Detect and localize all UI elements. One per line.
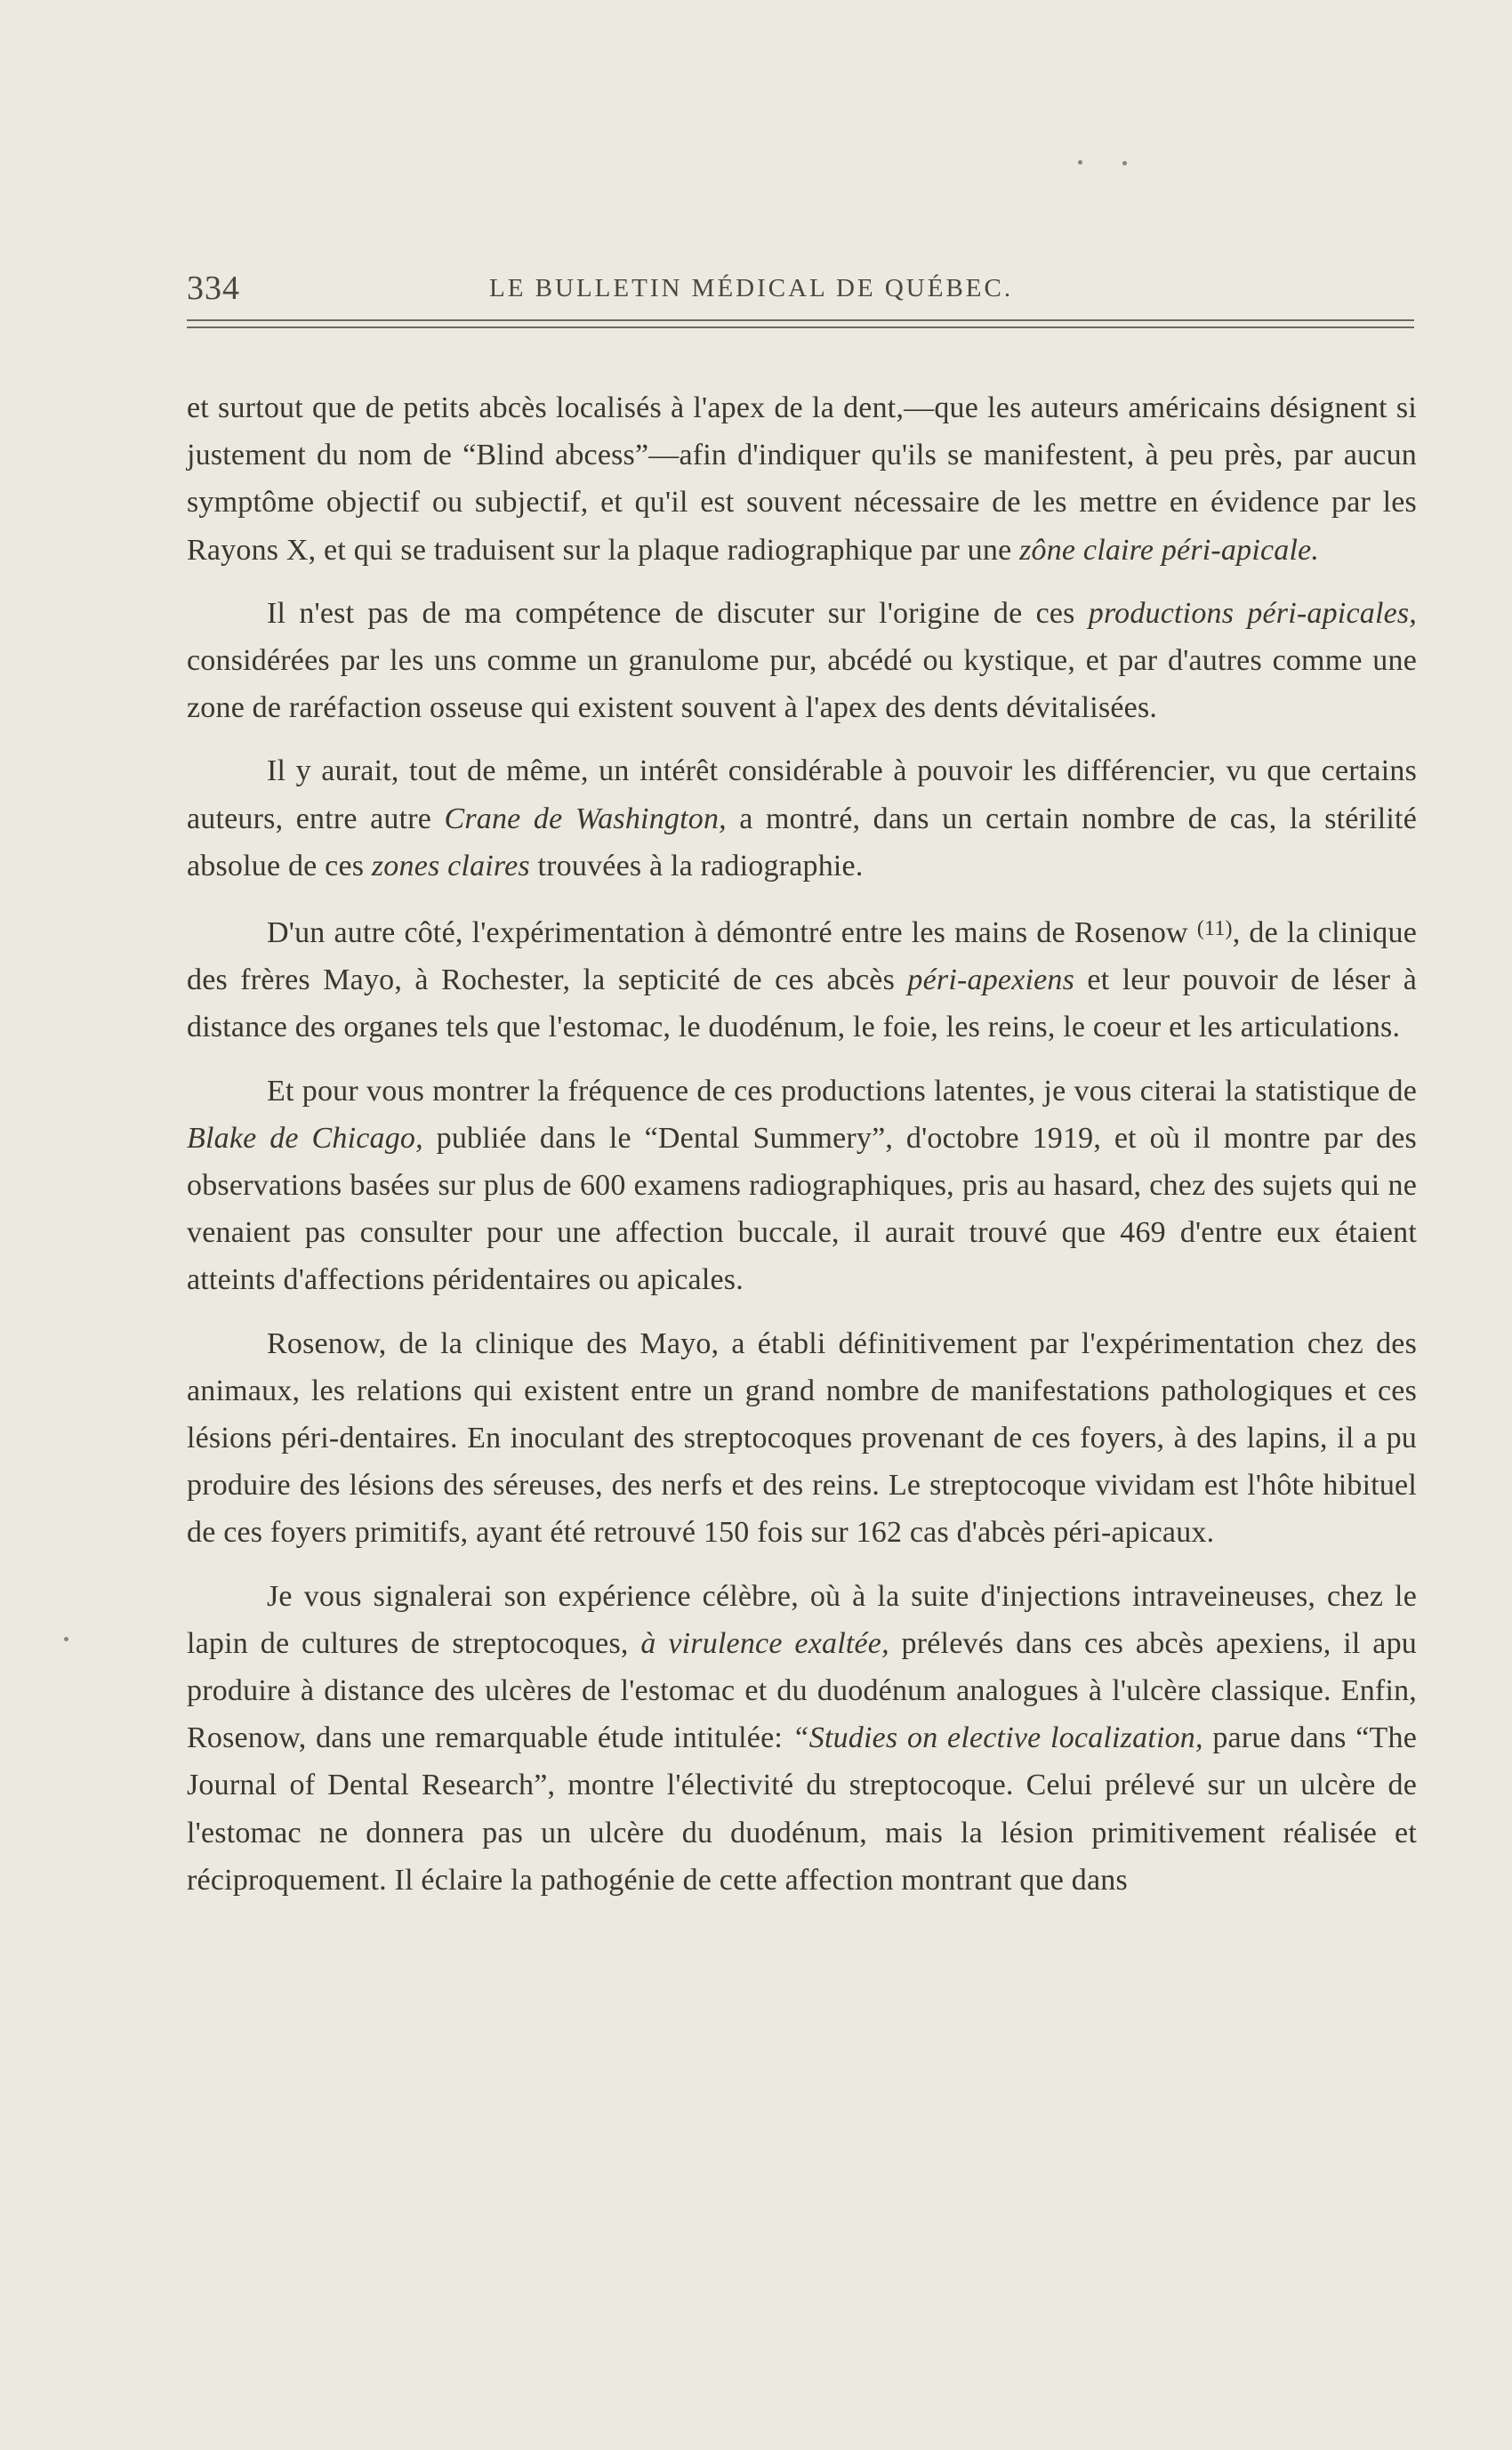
paragraph-7: Je vous signalerai son expérience célèbre, où à la suite d'injections intraveineuses, chez le lapin de cultures de streptocoques, à virulence exaltée, prélevés dans ces abcès apexiens, il apu produire à distance des ulcères de l'estomac et du duodénum analogues à l'ulcère classique. Enfin, Rosenow, dans une remarquable étude intitulée: “Studies on elective localization, parue dans “The Journal of Dental Research”, montre l'électivité du streptocoque. Celui prélevé sur un ulcère de l'estomac ne donnera pas un ulcère du duodénum, mais la lésion primitivement réalisée et réciproquement. Il éclaire la pathogénie de cette affection montrant que dans bbox=[187, 1579, 1417, 1897]
page-header bbox=[187, 269, 1414, 313]
page-number: 334 bbox=[187, 270, 240, 307]
reference-number: (11) bbox=[1196, 917, 1233, 941]
paragraph-3: Il y aurait, tout de même, un intérêt considérable à pouvoir les différencier, vu que certains auteurs, entre autre Crane de Washington, a montré, dans un certain nombre de cas, la stérilité absolue de ces zones claires trouvées à la radiographie. bbox=[187, 754, 1417, 882]
paragraph-5: Et pour vous montrer la fréquence de ces productions latentes, je vous citerai la statistique de Blake de Chicago, publiée dans le “Dental Summery”, d'octobre 1919, et où il montre par des observations basées sur plus de 600 examens radiographiques, pris au hasard, chez des sujets qui ne venaient pas consulter pour une affection buccale, il aurait trouvé que 469 d'entre eux étaient atteints d'affections péridentaires ou apicales. bbox=[187, 1074, 1417, 1297]
paragraph-4: D'un autre côté, l'expérimentation à démontré entre les mains de Rosenow $^{(11)}$, de la clinique des frères Mayo, à Rochester, la septicité de ces abcès péri-apexiens et leur pouvoir de léser à distance des organes tels que l'estomac, le duodénum, le foie, les reins, le coeur et les articulations. bbox=[187, 916, 1417, 1044]
paper-speck bbox=[1122, 161, 1127, 165]
paper-speck bbox=[1078, 160, 1082, 165]
body-text bbox=[187, 384, 1417, 1920]
paragraph-2: Il n'est pas de ma compétence de discuter sur l'origine de ces productions péri-apicales, considérées par les uns comme un granulome pur, abcédé ou kystique, et par d'autres comme une zone de raréfaction osseuse qui existent souvent à l'apex des dents dévitalisées. bbox=[187, 596, 1418, 725]
header-rule-bottom bbox=[187, 326, 1414, 328]
header-rule-top bbox=[187, 319, 1414, 321]
paragraph-6: Rosenow, de la clinique des Mayo, a établi définitivement par l'expérimentation chez des animaux, les relations qui existent entre un grand nombre de manifestations pathologiques et ces lésions péri-dentaires. En inoculant des streptocoques provenant de ces foyers, à des lapins, il a pu produire des lésions des séreuses, des nerfs et des reins. Le streptocoque vividam est l'hôte hibituel de ces foyers primitifs, ayant été retrouvé 150 fois sur 162 cas d'abcès péri-apicaux. bbox=[187, 1326, 1417, 1550]
paper-speck bbox=[64, 1637, 68, 1641]
running-title: LE BULLETIN MÉDICAL DE QUÉBEC. bbox=[489, 274, 1014, 302]
paragraph-1: et surtout que de petits abcès localisés à l'apex de la dent,—que les auteurs américains désignent si justement du nom de “Blind abcess”—afin d'indiquer qu'ils se manifestent, à peu près, par aucun symptôme objectif ou subjectif, et qu'il est souvent nécessaire de les mettre en évidence par les Rayons X, et qui se traduisent sur la plaque radiographique par une zône claire péri-apicale. bbox=[187, 391, 1417, 567]
